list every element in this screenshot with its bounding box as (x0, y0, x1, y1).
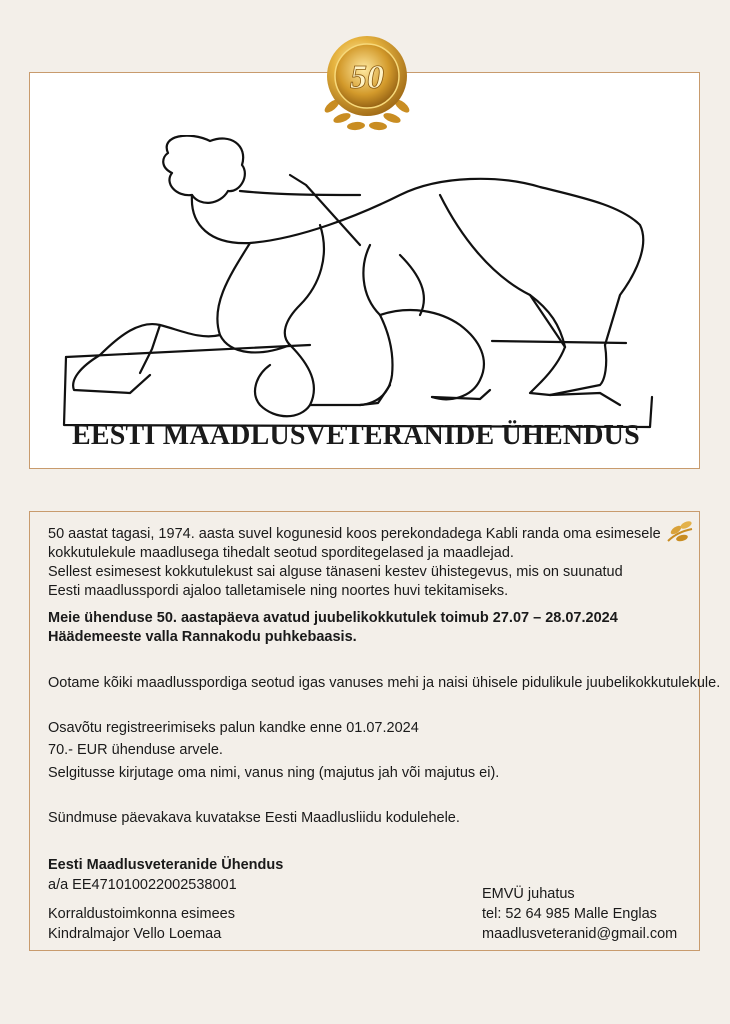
footer-account: a/a EE471010022002538001 (48, 877, 237, 893)
event-line-2: Häädemeeste valla Rannakodu puhkebaasis. (48, 629, 357, 645)
registration-line-1: Osavõtu registreerimiseks palun kandke enne 01.07.2024 (48, 720, 419, 736)
footer-committee-head: Kindralmajor Vello Loemaa (48, 926, 222, 942)
invitation-text: Ootame kõiki maadlusspordiga seotud igas vanuses mehi ja naisi ühisele pidulikule juubelikokkutulekule. (48, 675, 721, 691)
intro-line-2: kokkutulekule maadlusega tihedalt seotud sporditegelased ja maadlejad. (48, 545, 514, 561)
wrestlers-illustration (60, 135, 660, 465)
footer-phone: tel: 52 64 985 Malle Englas (482, 906, 657, 922)
footer-org-name: Eesti Maadlusveteranide Ühendus (48, 857, 284, 873)
footer-board: EMVÜ juhatus (482, 886, 575, 902)
event-line-1: Meie ühenduse 50. aastapäeva avatud juubelikokkutulek toimub 27.07 – 28.07.2024 (48, 610, 618, 626)
leaf-icon (664, 517, 694, 545)
gold-medal-icon (312, 28, 422, 136)
intro-line-1: 50 aastat tagasi, 1974. aasta suvel kogunesid koos perekondadega Kabli randa oma esimesele (48, 526, 661, 542)
schedule-note: Sündmuse päevakava kuvatakse Eesti Maadlusliidu kodulehele. (48, 810, 460, 826)
svg-text:50: 50 (350, 59, 384, 96)
footer-email[interactable]: maadlusveteranid@gmail.com (482, 926, 678, 942)
intro-line-3: Sellest esimesest kokkutulekust sai alguse tänaseni kestev ühistegevus, mis on suunatud (48, 564, 623, 580)
registration-line-3: Selgitusse kirjutage oma nimi, vanus ning (majutus jah või majutus ei). (48, 765, 500, 781)
footer-committee-title: Korraldustoimkonna esimees (48, 906, 235, 922)
organization-title: EESTI MAADLUSVETERANIDE ÜHENDUS (72, 420, 640, 451)
registration-line-2: 70.- EUR ühenduse arvele. (48, 742, 223, 758)
intro-line-4: Eesti maadlusspordi ajaloo talletamisele ning noortes huvi tekitamiseks. (48, 583, 509, 599)
